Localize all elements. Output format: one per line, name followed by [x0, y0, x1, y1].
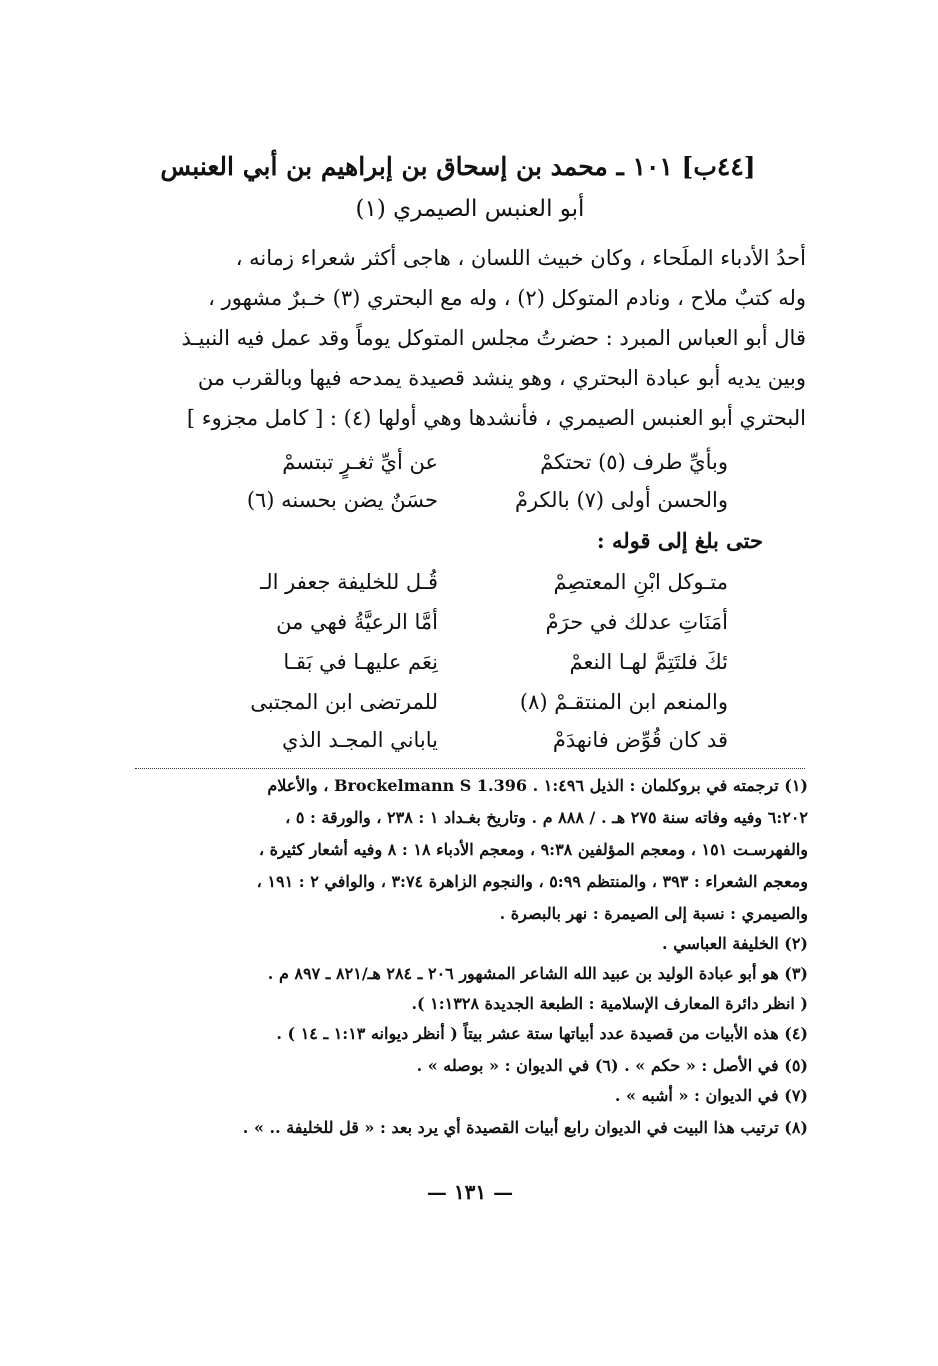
verse-first-hemistich: حسَنٌ يضن بحسنه (٦): [246, 488, 438, 512]
verse-second-hemistich: والمنعم ابن المنتقـمْ (٨): [519, 690, 728, 714]
footnote-separator: [135, 768, 805, 769]
footnote-line: ( انظر دائرة المعارف الإسلامية : الطبعة الجديدة ١:١٣٢٨ ).: [411, 994, 808, 1013]
verse-first-hemistich: عن أيِّ ثغـرٍ تبتسمْ: [282, 450, 438, 474]
footnote-line: (١) ترجمته في بروكلمان : الذيل ١:٤٩٦ . Brockelmann S 1.396 ، والأعلام: [267, 776, 808, 795]
verse-intro: حتى بلغ إلى قوله :: [596, 528, 763, 553]
footnote-line: (٧) في الديوان : « أشبه » .: [614, 1086, 808, 1105]
page-number: — ١٣١ —: [426, 1180, 514, 1204]
footnote-line: ومعجم الشعراء : ٣٩٣ ، والمنتظم ٥:٩٩ ، والنجوم الزاهرة ٣:٧٤ ، والوافي ٢ : ١٩١ ،: [256, 872, 808, 891]
body-line: البحتري أبو العنبس الصيمري ، فأنشدها وهي أولها (٤) : [ كامل مجزوء ]: [186, 406, 806, 430]
entry-heading: [٤٤ب] ١٠١ ـ محمد بن إسحاق بن إبراهيم بن أبي العنبس: [160, 152, 756, 181]
footnote-line: والفهرسـت ١٥١ ، ومعجم المؤلفين ٩:٣٨ ، ومعجم الأدباء ١٨ : ٨ وفيه أشعار كثيرة ،: [258, 840, 808, 859]
verse-second-hemistich: قد كان قُوِّض فانهدَمْ: [552, 728, 728, 752]
body-line: قال أبو العباس المبرد : حضرتُ مجلس المتوكل يوماً وقد عمل فيه النبيـذ: [181, 326, 806, 350]
verse-second-hemistich: متـوكل ابْنِ المعتصِمْ: [553, 570, 728, 594]
footnote-line: (٤) هذه الأبيات من قصيدة عدد أبياتها ستة عشر بيتاً ( أنظر ديوانه ١:١٣ ـ ١٤ ) .: [276, 1024, 808, 1043]
body-line: أحدُ الأدباء الملَحاء ، وكان خبيث اللسان ، هاجى أكثر شعراء زمانه ،: [235, 246, 806, 270]
body-line: وبين يديه أبو عبادة البحتري ، وهو ينشد قصيدة يمدحه فيها وبالقرب من: [197, 366, 806, 390]
verse-first-hemistich: ياباني المجـد الذي: [282, 728, 438, 752]
footnote-line: (٥) في الأصل : « حكم » . (٦) في الديوان : « بوصله » .: [416, 1056, 808, 1075]
verse-second-hemistich: أمَنَاتِ عدلك في حرَمْ: [545, 610, 728, 634]
verse-first-hemistich: نِعَم عليهـا في بَقـا: [283, 650, 438, 674]
verse-second-hemistich: ئكَ فلتَتِمَّ لهـا النعمْ: [569, 650, 728, 674]
footnote-line: ٦:٢٠٢ وفيه وفاته سنة ٢٧٥ هـ . / ٨٨٨ م . وتاريخ بغـداد ١ : ٢٣٨ ، والورقة : ٥ ،: [285, 808, 808, 827]
verse-first-hemistich: أمَّا الرعيَّةُ فهي من: [276, 610, 438, 634]
footnote-line: (٨) ترتيب هذا البيت في الديوان رابع أبيات القصيدة أي يرد بعد : « قل للخليفة .. » .: [242, 1118, 808, 1137]
footnote-line: (٣) هو أبو عبادة الوليد بن عبيد الله الشاعر المشهور ٢٠٦ ـ ٢٨٤ هـ/٨٢١ ـ ٨٩٧ م .: [267, 964, 808, 983]
verse-second-hemistich: والحسن أولى (٧) بالكرمْ: [514, 488, 728, 512]
footnote-line: والصيمري : نسبة إلى الصيمرة : نهر بالبصرة .: [499, 904, 808, 923]
footnote-line: (٢) الخليفة العباسي .: [662, 934, 808, 953]
body-line: وله كتبٌ ملاح ، ونادم المتوكل (٢) ، وله مع البحتري (٣) خـبرٌ مشهور ،: [208, 286, 806, 310]
verse-second-hemistich: وبأيِّ طرف (٥) تحتكمْ: [540, 450, 728, 474]
verse-first-hemistich: للمرتضى ابن المجتبى: [250, 690, 438, 714]
entry-subheading: أبو العنبس الصيمري (١): [355, 196, 585, 222]
verse-first-hemistich: قُـل للخليفة جعفر الـ: [260, 570, 438, 594]
